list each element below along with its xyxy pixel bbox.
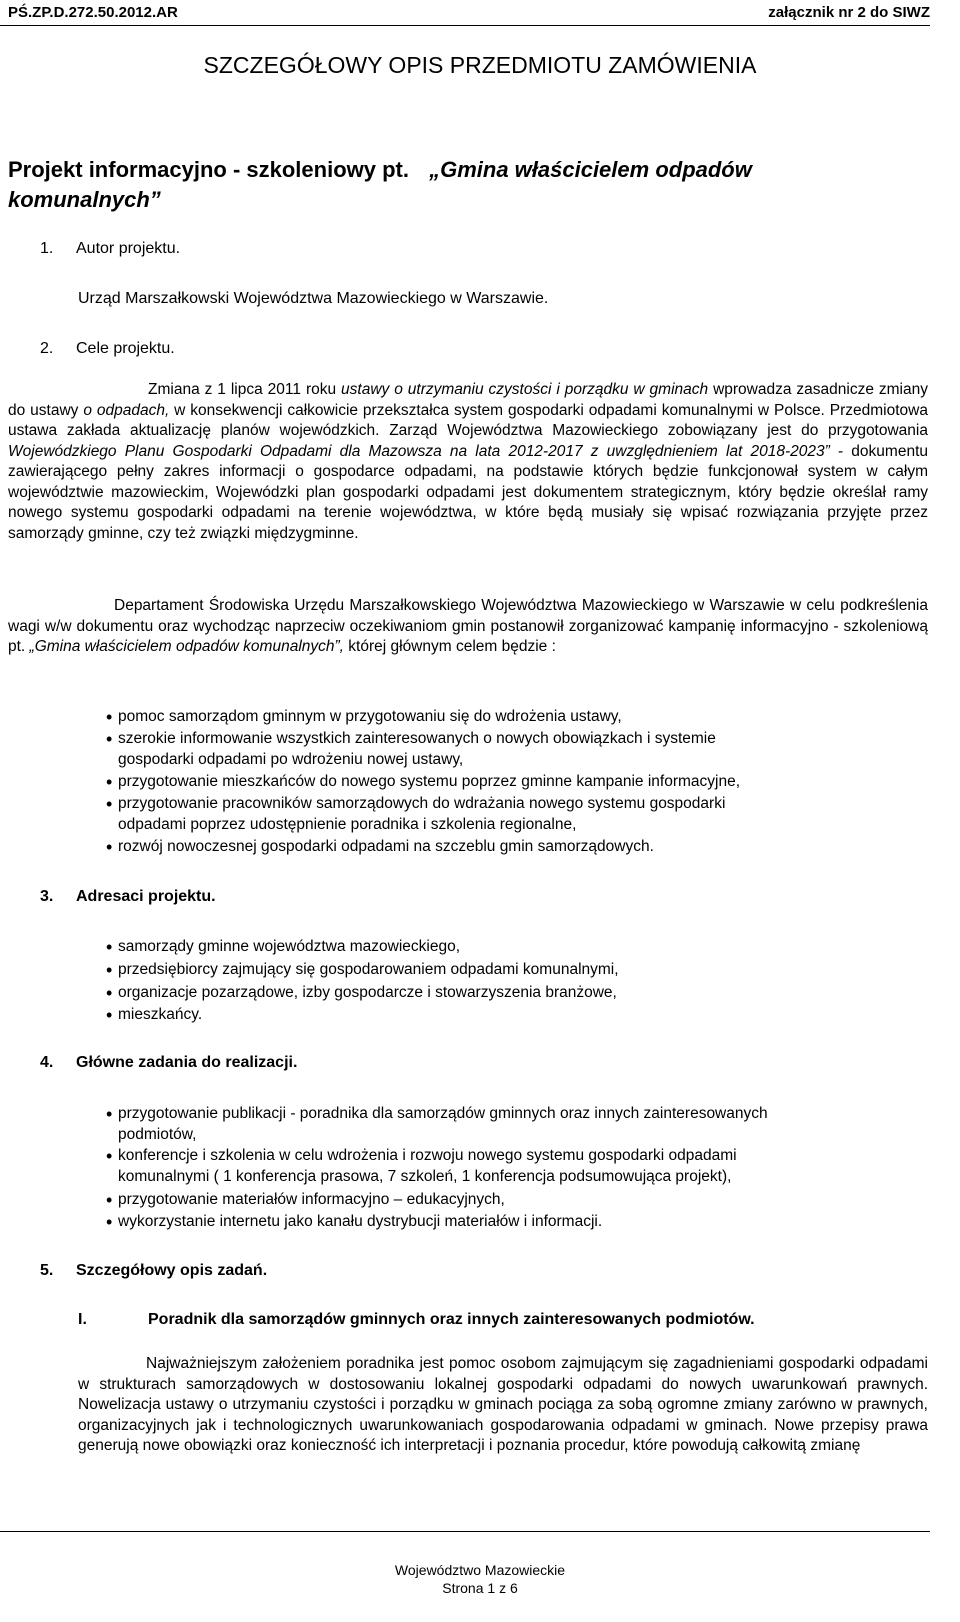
list-item: • szerokie informowanie wszystkich zainteresowanych o nowych obowiązkach i systemie gospodarki odpadami po wdrożeniu nowej ustawy,	[106, 729, 716, 768]
bullet-icon: •	[106, 1104, 113, 1124]
project-name-line1: „Gmina właścicielem odpadów	[429, 157, 752, 182]
section-3-heading	[40, 888, 216, 906]
list-item: • mieszkańcy.	[106, 1005, 203, 1025]
list-item: • przygotowanie materiałów informacyjno – edukacyjnych,	[106, 1190, 505, 1210]
section-2-paragraph-2: Departament Środowiska Urzędu Marszałkowskiego Województwa Mazowieckiego w Warszawie w celu podkreślenia wagi w/w dokumentu oraz wychodząc naprzeciw oczekiwaniom gmin postanowił zorganizować kampanię informacyjno - szkoleniową pt. „Gmina właścicielem odpadów komunalnych”, której głównym celem będzie :	[8, 597, 928, 655]
section-number: 3.	[40, 888, 54, 905]
document-reference: PŚ.ZP.D.272.50.2012.AR	[8, 4, 178, 21]
footer-rule	[0, 1531, 930, 1532]
bullet-icon: •	[106, 960, 113, 980]
subsection-number: I.	[78, 1311, 87, 1328]
list-item: • konferencje i szkolenia w celu wdrożenia i rozwoju nowego systemu gospodarki odpadami komunalnymi ( 1 konferencja prasowa, 7 szkoleń, 1 konferencja podsumowująca projekt),	[106, 1146, 737, 1185]
section-title: Adresaci projektu.	[76, 888, 216, 905]
section-5-heading	[40, 1262, 267, 1280]
bullet-icon: •	[106, 772, 113, 792]
list-item: • przedsiębiorcy zajmujący się gospodarowaniem odpadami komunalnymi,	[106, 960, 619, 980]
section-4-heading	[40, 1054, 297, 1072]
section-1-body: Urząd Marszałkowski Województwa Mazowieckiego w Warszawie.	[78, 290, 549, 307]
bullet-icon: •	[106, 1146, 113, 1166]
section-5-paragraph: Najważniejszym założeniem poradnika jest pomoc osobom zajmującym się zagadnieniami gospodarki odpadami w strukturach samorządowych w dostosowaniu lokalnej gospodarki odpadami do nowych uwarunkowań prawnych. Nowelizacja ustawy o utrzymaniu czystości i porządku w gminach pociąga za sobą ogromne zmiany zarówno w prawnych, organizacyjnych jak i technologicznych uwarunkowaniach gospodarowania odpadami w gminach. Nowe przepisy prawa generują nowe obowiązki oraz konieczność ich interpretacji i poznania procedur, które powodują całkowitą zmianę	[78, 1355, 928, 1454]
subsection-title: Poradnik dla samorządów gminnych oraz innych zainteresowanych podmiotów.	[148, 1311, 755, 1328]
list-item: • rozwój nowoczesnej gospodarki odpadami na szczeblu gmin samorządowych.	[106, 837, 654, 857]
bullet-icon: •	[106, 837, 113, 857]
list-item: • wykorzystanie internetu jako kanału dystrybucji materiałów i informacji.	[106, 1212, 603, 1232]
list-item: • przygotowanie mieszkańców do nowego systemu poprzez gminne kampanie informacyjne,	[106, 772, 741, 792]
bullet-icon: •	[106, 707, 113, 727]
section-number: 1.	[40, 240, 54, 257]
project-title	[8, 155, 908, 215]
section-title: Autor projektu.	[76, 240, 181, 257]
list-item: • samorządy gminne województwa mazowieckiego,	[106, 937, 461, 957]
subsection-heading	[78, 1311, 755, 1329]
bullet-icon: •	[106, 983, 113, 1003]
section-number: 4.	[40, 1054, 54, 1071]
attachment-label: załącznik nr 2 do SIWZ	[768, 4, 930, 21]
footer-organization: Województwo Mazowieckie	[394, 1562, 566, 1578]
bullet-icon: •	[106, 1190, 113, 1210]
project-prefix: Projekt informacyjno - szkoleniowy pt.	[8, 157, 409, 182]
section-1-heading	[40, 240, 180, 258]
list-item: • pomoc samorządom gminnym w przygotowaniu się do wdrożenia ustawy,	[106, 707, 622, 727]
section-2-heading	[40, 340, 175, 358]
page-number: Strona 1 z 6	[442, 1580, 518, 1596]
header-rule	[0, 25, 930, 26]
section-number: 2.	[40, 340, 54, 357]
bullet-icon: •	[106, 794, 113, 814]
section-number: 5.	[40, 1262, 54, 1279]
section-2-paragraph-1: Zmiana z 1 lipca 2011 roku ustawy o utrzymaniu czystości i porządku w gminach wprowadza zasadnicze zmiany do ustawy o odpadach, w konsekwencji całkowicie przekształca system gospodarki odpadami komunalnymi w Polsce. Przedmiotowa ustawa zakłada aktualizację planów wojewódzkich. Zarząd Województwa Mazowieckiego zobowiązany jest do przygotowania Wojewódzkiego Planu Gospodarki Odpadami dla Mazowsza na lata 2012-2017 z uwzględnieniem lat 2018-2023” - dokumentu zawierającego pełny zakres informacji o gospodarce odpadami, na podstawie których będzie funkcjonował system w całym województwie mazowieckim, Wojewódzki plan gospodarki odpadami jest dokumentem strategicznym, który będzie określał ramy nowego systemu gospodarki odpadami na terenie województwa, w które będą musiały się wpisać rozwiązania przyjęte przez samorządy gminne, czy też związki międzygminne.	[8, 381, 929, 542]
list-item: • organizacje pozarządowe, izby gospodarcze i stowarzyszenia branżowe,	[106, 983, 617, 1003]
section-title: Cele projektu.	[76, 340, 175, 357]
bullet-icon: •	[106, 1005, 113, 1025]
section-title: Główne zadania do realizacji.	[76, 1054, 298, 1071]
list-item: • przygotowanie publikacji - poradnika dla samorządów gminnych oraz innych zainteresowanych podmiotów,	[106, 1104, 768, 1143]
bullet-icon: •	[106, 729, 113, 749]
page-title: SZCZEGÓŁOWY OPIS PRZEDMIOTU ZAMÓWIENIA	[203, 52, 757, 78]
bullet-icon: •	[106, 937, 113, 957]
bullet-icon: •	[106, 1212, 113, 1232]
list-item: • przygotowanie pracowników samorządowych do wdrażania nowego systemu gospodarki odpadami poprzez udostępnienie poradnika i szkolenia regionalne,	[106, 794, 726, 833]
section-title: Szczegółowy opis zadań.	[76, 1262, 268, 1279]
project-name-line2: komunalnych”	[8, 187, 161, 212]
